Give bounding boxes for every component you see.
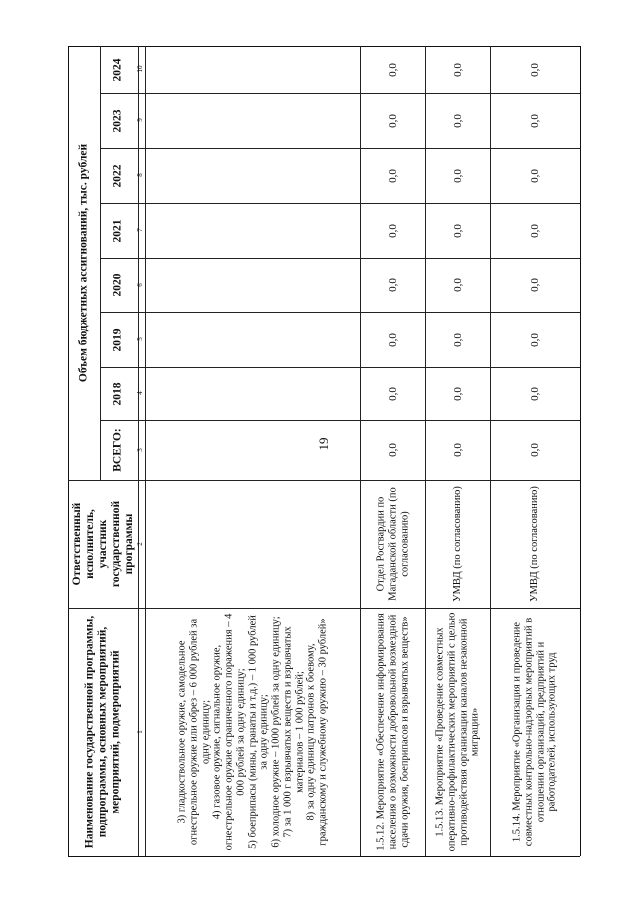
row-divider-0 <box>360 46 361 856</box>
row-2-value-0: 0,0 <box>451 443 464 457</box>
row-2-executor: УМВД (по согласованию) <box>451 486 463 602</box>
year-divider-2 <box>100 312 580 313</box>
row-3-value-4: 0,0 <box>528 223 541 238</box>
row-1-value-4: 0,0 <box>386 223 399 238</box>
year-divider-1 <box>100 367 580 368</box>
column-number-2: 2 <box>136 542 145 546</box>
row-2-value-1: 0,0 <box>451 386 464 401</box>
row-1-value-5: 0,0 <box>386 168 399 183</box>
year-divider-5 <box>100 148 580 149</box>
column-number-3: 3 <box>136 448 145 452</box>
header-budget-group: Объем бюджетных ассигнований, тыс. рублей <box>77 143 90 383</box>
frame-right <box>580 46 581 856</box>
row-1-value-6: 0,0 <box>386 113 399 128</box>
year-divider-3 <box>100 258 580 259</box>
row-3-value-6: 0,0 <box>528 113 541 128</box>
column-number-10: 10 <box>136 65 145 73</box>
header-year-2022: 2022 <box>111 164 124 187</box>
header-year-2019: 2019 <box>111 328 124 351</box>
header-total: ВСЕГО: <box>111 428 124 472</box>
header-year-2018: 2018 <box>111 382 124 405</box>
row-3-value-5: 0,0 <box>528 168 541 183</box>
row-2-value-7: 0,0 <box>451 62 464 77</box>
row-2-name: 1.5.13. Мероприятие «Проведение совместных оперативно-профилактических мероприятий с целью противодействия организации каналов незаконной миграции» <box>434 612 481 852</box>
row-1-value-3: 0,0 <box>386 278 399 292</box>
column-number-5: 5 <box>136 337 145 341</box>
header-year-2024: 2024 <box>111 58 124 81</box>
row-2-value-3: 0,0 <box>451 278 464 292</box>
header-year-2023: 2023 <box>111 109 124 132</box>
header-year-2020: 2020 <box>111 273 124 297</box>
column-number-4: 4 <box>136 391 145 395</box>
row-1-value-2: 0,0 <box>386 332 399 347</box>
column-number-9: 9 <box>136 118 145 122</box>
name-executor-divider <box>68 480 580 481</box>
row-1-executor: Отдел Росгвардии по Магаданской области (по согласованию) <box>374 487 410 601</box>
row-divider-1 <box>425 46 426 856</box>
year-divider-4 <box>100 203 580 204</box>
row-1-value-0: 0,0 <box>386 443 399 457</box>
row-2-value-4: 0,0 <box>451 223 464 238</box>
row-1-name: 1.5.12. Мероприятие «Обеспечение информирования населения о возможности добровольной возмездной сдачи оружия, боеприпасов и взрывчатых веществ» <box>374 613 410 851</box>
colno-divider <box>145 46 146 856</box>
row-1-value-1: 0,0 <box>386 386 399 401</box>
row-3-value-2: 0,0 <box>528 332 541 347</box>
header-name: Наименование государственной программы, подпрограммы, основных мероприятий, мероприятий, подмероприятий <box>83 615 122 849</box>
row-2-value-5: 0,0 <box>451 168 464 183</box>
page-number: 19 <box>316 437 331 451</box>
year-divider-6 <box>100 93 580 94</box>
budget-group-divider <box>100 46 101 480</box>
row-divider-2 <box>490 46 491 856</box>
executor-budget-divider-2 <box>68 608 580 609</box>
row-3-value-7: 0,0 <box>528 62 541 77</box>
row-3-executor: УМВД (по согласованию) <box>529 486 541 602</box>
column-number-1: 1 <box>136 730 145 734</box>
row-2-value-2: 0,0 <box>451 332 464 347</box>
row-3-value-1: 0,0 <box>528 386 541 401</box>
column-number-6: 6 <box>136 283 145 287</box>
header-year-2021: 2021 <box>111 219 124 242</box>
row-1-value-7: 0,0 <box>386 62 399 77</box>
column-number-8: 8 <box>136 173 145 177</box>
row-3-value-0: 0,0 <box>528 443 541 457</box>
row-2-value-6: 0,0 <box>451 113 464 128</box>
row-3-name: 1.5.14. Мероприятие «Организация и проведение совместных контрольно-надзорных мероприятий в отношении организаций, предприятий и работодателей, использующих труд <box>511 617 558 847</box>
frame-left <box>68 46 69 856</box>
row-3-value-3: 0,0 <box>528 278 541 292</box>
year-divider-0 <box>100 420 580 421</box>
header-executor: Ответственный исполнитель, участник государственной программы <box>70 500 135 588</box>
column-number-7: 7 <box>136 228 145 232</box>
frame-bottom <box>68 856 580 857</box>
row-0-name: 3) гладкоствольное оружие, самодельное огнестрельное оружие или обрез – 6 000 рублей за одну единицу; 4) газовое оружие, сигнальное оружие, огнестрельное оружие ограниченного поражения – 4 000 рублей за одну единицу; 5) боеприпасы (мины, гранаты и т.д.) – 1 000 рублей за одну единицу; 6) холодное оружие – 1000 рублей за одну единицу; 7) за 1 000 г взрывчатых веществ и взрывчатых материалов – 1 000 рублей; 8) за одну единицу патронов к боевому, гражданскому и служебному оружию – 30 рублей» <box>176 613 329 851</box>
